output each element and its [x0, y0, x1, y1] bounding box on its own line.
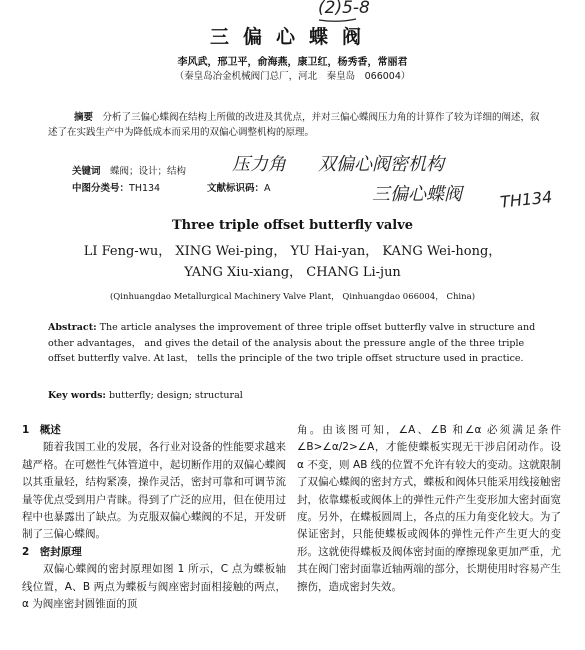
abstract-cn-text: 分析了三偏心蝶阀在结构上所做的改进及其优点，并对三偏心蝶阀压力角的计算作了较为详细的阐述，叙述了在实践生产中为降低成本而采用的双偏心调整机构的原理。 — [48, 112, 540, 138]
authors-en-line-1: LI Feng-wu， XING Wei-ping， YU Hai-yan， KANG Wei-hong， — [83, 244, 502, 259]
authors-en-line-2: YANG Xiu-xiang， CHANG Li-jun — [184, 265, 401, 280]
authors-cn: 李风武，邢卫平，俞海燕，康卫红，杨秀香，常丽君 — [177, 57, 408, 68]
classification-number — [72, 180, 160, 194]
handwritten-issue-note: (2)5-8 — [318, 0, 370, 18]
section-1-heading: 1 概述 — [22, 424, 61, 436]
handwritten-note-class-code: TH134 — [499, 187, 554, 212]
section-1-paragraph: 随着我国工业的发展，各行业对设备的性能要求越来越严格。在可燃性气体管道中，起切断作用的双偏心蝶阀以其重量轻，结构紧凑，操作灵活，密封可靠和可调节流量等优点受到用户青睐。得到了广泛的应用，但在使用过程中也暴露出了缺点。为克服双偏心蝶阀的不足，开发研制了三偏心蝶阀。 — [22, 441, 286, 541]
handwritten-note-pressure-angle: 压力角 — [232, 154, 286, 175]
keywords-en-label: Key words: — [48, 390, 106, 401]
section-2-paragraph: 双偏心蝶阀的密封原理如图 1 所示，C 点为蝶板轴线位置，A、B 两点为蝶板与阀座密封面相接触的两点，α 为阀座密封圆锥面的顶 — [22, 563, 286, 611]
keywords-en-text: butterfly; design; structural — [108, 390, 243, 401]
abstract-en-text: The article analyses the improvement of three triple offset butterfly valve in structure and other advantages， and gives the detail of the analysis about the pressure angle of the three triple offset butterfly valve. At last， tells the principle of the two triple offset structure used in practice. — [48, 322, 536, 364]
section-2-paragraph-continued: 角。由该图可知，∠A、∠B 和∠α 必须满足条件∠B>∠α/2>∠A，才能使蝶板实现无干涉启闭动作。设 α 不变，则 AB 线的位置不允许有较大的变动。这就限制了双偏心蝶阀的密封方式，蝶板和阀体只能采用线接触密封，依靠蝶板或阀体上的弹性元件产生变形加大密封面宽度。另外，在蝶板圆周上，各点的压力角变化较大。为了保证密封，只能使蝶板或阀体的弹性元件产生更大的变形。这就使得蝶板及阀体密封面的摩擦现象更加严重，尤其在阀门密封面靠近轴两端的部分，长期使用时容易产生擦伤，造成密封失效。 — [297, 424, 561, 593]
abstract-cn — [48, 110, 548, 140]
keywords-cn — [72, 163, 186, 177]
classification-value: TH134 — [129, 183, 161, 194]
handwritten-note-valve-name: 三偏心蝶阀 — [372, 184, 462, 205]
body-column-left — [22, 422, 286, 613]
authors-en — [0, 241, 585, 283]
keywords-en — [48, 390, 243, 401]
handwritten-note-mechanism: 双偏心阀密机构 — [318, 154, 444, 175]
section-2-heading: 2 密封原理 — [22, 545, 82, 558]
abstract-en — [48, 320, 548, 367]
abstract-cn-label: 摘要 — [74, 112, 94, 123]
classification-label: 中图分类号： — [72, 183, 130, 194]
title-en: Three triple offset butterfly valve — [171, 218, 414, 233]
affiliation-en: (Qinhuangdao Metallurgical Machinery Valve Plant， Qinhuangdao 066004， China) — [109, 292, 476, 302]
title-cn: 三偏心蝶阀 — [209, 26, 375, 48]
abstract-en-label: Abstract: — [48, 322, 97, 333]
document-code-label: 文献标识码： — [207, 183, 265, 194]
body-column-right — [297, 422, 561, 596]
affiliation-cn: （秦皇岛冶金机械阀门总厂，河北 秦皇岛 066004） — [174, 71, 411, 82]
document-code-value: A — [264, 183, 271, 194]
keywords-cn-text: 蝶阀；设计；结构 — [110, 166, 187, 177]
keywords-cn-label: 关键词 — [72, 166, 101, 177]
document-code — [207, 180, 271, 194]
